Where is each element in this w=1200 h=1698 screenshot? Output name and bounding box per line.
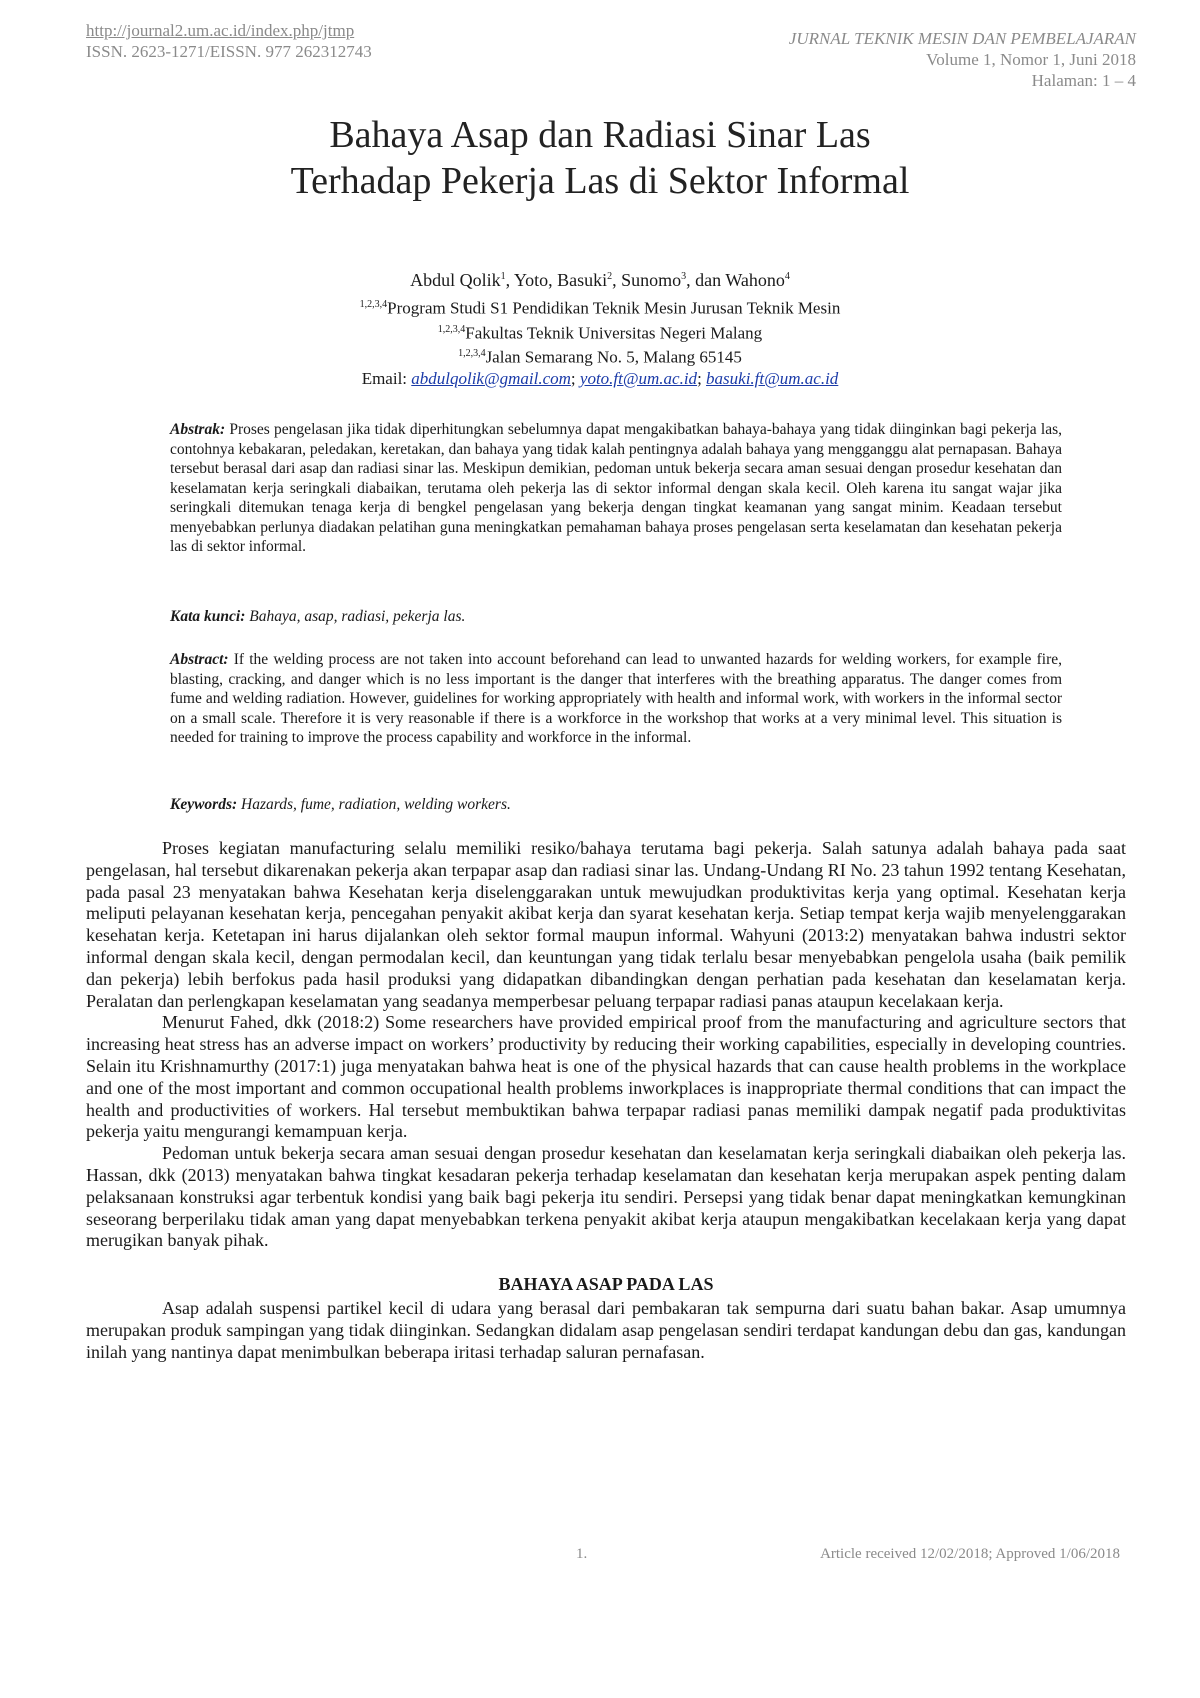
- email-separator-2: ;: [697, 368, 707, 388]
- title-line-2: Terhadap Pekerja Las di Sektor Informal: [290, 160, 910, 202]
- abstract-text: If the welding process are not taken into account beforehand can lead to unwanted hazards for welding workers, for example fire, blasting, cracking, and danger which is no less important is the danger that interferes with the breathing apparatus. The danger comes from fume and welding radiation. However, guidelines for working appropriately with health and informal work, with workers in the informal sector on a small scale. Therefore it is very reasonable if there is a workforce in the workshop that works at a very minimal level. This situation is needed for training to improve the process capability and workforce in the informal.: [170, 651, 1062, 746]
- body-text: [86, 838, 1126, 1363]
- kata-kunci-section: [170, 607, 1062, 627]
- keywords-section: [170, 795, 1062, 815]
- paper-title: [0, 112, 1200, 204]
- issn-text: ISSN. 2623-1271/EISSN. 977 262312743: [86, 42, 372, 61]
- abstract-label: Abstract:: [170, 651, 229, 668]
- email-separator-1: ;: [570, 368, 580, 388]
- header-right: [789, 28, 1136, 91]
- affiliation-1: [0, 294, 1200, 319]
- body-paragraph-4: Asap adalah suspensi partikel kecil di udara yang berasal dari pembakaran tak sempurna dari suatu bahan bakar. Asap umumnya merupakan produk sampingan yang tidak diinginkan. Sedangkan didalam asap pengelasan sendiri terdapat kandungan debu dan gas, kandungan inilah yang nantinya dapat menimbulkan beberapa iritasi terhadap saluran pernafasan.: [86, 1297, 1126, 1362]
- abstrak-section: [170, 420, 1062, 557]
- author-1: Abdul Qolik: [410, 270, 501, 290]
- keywords-text: Hazards, fume, radiation, welding workers.: [237, 796, 511, 813]
- page-number: 1.: [576, 1546, 588, 1562]
- kata-kunci-label: Kata kunci:: [170, 608, 246, 625]
- author-2-sup: 2: [607, 271, 613, 282]
- email-label: Email:: [361, 368, 412, 388]
- author-1-sup: 1: [500, 271, 506, 282]
- affiliation-1-text: Program Studi S1 Pendidikan Teknik Mesin Jurusan Teknik Mesin: [387, 298, 841, 318]
- body-paragraph-1: Proses kegiatan manufacturing selalu memiliki resiko/bahaya terutama bagi pekerja. Salah satunya adalah bahaya pada saat pengelasan, hal tersebut dikarenakan pekerja akan terpapar asap dan radiasi sinar las. Undang-Undang RI No. 23 tahun 1992 tentang Kesehatan, pada pasal 23 menyatakan bahwa Kesehatan kerja diselenggarakan untuk mewujudkan produktivitas kerja yang optimal. Kesehatan kerja meliputi pelayanan kesehatan kerja, pencegahan penyakit akibat kerja dan syarat kesehatan kerja. Setiap tempat kerja wajib menyelenggarakan kesehatan kerja. Ketetapan ini harus dijalankan oleh sektor formal maupun informal. Wahyuni (2013:2) menyatakan bahwa industri sektor informal dengan skala kecil, dengan permodalan kecil, dan keuntungan yang tidak terlalu besar menyebabkan pengelola usaha (baik pemilik dan pekerja) lebih berfokus pada hasil produksi yang didapatkan dibandingkan dengan perhatian pada kesehatan dan keselamatan kerja. Peralatan dan perlengkapan keselamatan yang seadanya memperbesar peluang terpapar radiasi panas ataupun kecelakaan kerja.: [86, 838, 1126, 1011]
- body-paragraph-3: Pedoman untuk bekerja secara aman sesuai dengan prosedur kesehatan dan keselamatan kerja seringkali diabaikan oleh pekerja las. Hassan, dkk (2013) menyatakan bahwa tingkat kesadaran pekerja terhadap keselamatan dan kesehatan kerja merupakan aspek penting dalam pelaksanaan konstruksi agar terbentuk kondisi yang baik bagi pekerja itu sendiri. Persepsi yang tidak benar dapat meningkatkan kemungkinan seseorang berperilaku tidak aman yang dapat menyebabkan terkena penyakit akibat kerja ataupun mengakibatkan kecelakaan kerja yang dapat merugikan banyak pihak.: [86, 1143, 1126, 1251]
- author-4-sup: 4: [784, 271, 790, 282]
- author-4: , dan Wahono: [686, 270, 785, 290]
- journal-name: JURNAL TEKNIK MESIN DAN PEMBELAJARAN: [788, 29, 1136, 48]
- author-3-sup: 3: [681, 271, 687, 282]
- abstrak-text: Proses pengelasan jika tidak diperhitungkan sebelumnya dapat mengakibatkan bahaya-bahaya yang tidak diinginkan bagi pekerja las, contohnya kebakaran, peledakan, keretakan, dan bahaya yang tidak kalah pentingnya adalah bahaya yang mengganggu alat pernapasan. Bahaya tersebut berasal dari asap dan radiasi sinar las. Meskipun demikian, pedoman untuk bekerja secara aman sesuai dengan prosedur kesehatan dan keselamatan kerja seringkali diabaikan, terutama oleh pekerja las di sektor informal dengan skala kecil. Oleh karena itu sangat wajar jika seringkali ditemukan tenaga kerja di bengkel pengelasan yang bekerja dengan tingkat keamanan yang sangat minim. Keadaan tersebut menyebabkan perlunya diadakan pelatihan guna meningkatkan pemahaman bahaya proses pengelasan serta keselamatan dan kesehatan pekerja las di sektor informal.: [170, 421, 1062, 555]
- journal-url-link[interactable]: http://journal2.um.ac.id/index.php/jtmp: [86, 21, 355, 40]
- section-heading: BAHAYA ASAP PADA LAS: [498, 1274, 714, 1295]
- affiliation-2-sup: 1,2,3,4: [437, 323, 466, 335]
- article-received-info: Article received 12/02/2018; Approved 1/06/2018: [820, 1546, 1120, 1562]
- abstract-section: [170, 650, 1062, 748]
- volume-info: Volume 1, Nomor 1, Juni 2018: [926, 50, 1136, 69]
- kata-kunci-text: Bahaya, asap, radiasi, pekerja las.: [245, 608, 466, 625]
- email-line: [0, 368, 1200, 389]
- author-3: , Sunomo: [612, 270, 682, 290]
- email-link-1[interactable]: abdulqolik@gmail.com: [411, 368, 571, 388]
- affiliation-1-sup: 1,2,3,4: [359, 299, 388, 310]
- page-range: Halaman: 1 – 4: [1031, 71, 1136, 90]
- email-link-2[interactable]: yoto.ft@um.ac.id: [579, 368, 698, 388]
- abstrak-label: Abstrak:: [170, 421, 226, 438]
- affiliation-3-sup: 1,2,3,4: [458, 348, 486, 360]
- author-block: [0, 266, 1200, 389]
- author-2: , Yoto, Basuki: [505, 270, 608, 290]
- email-link-3[interactable]: basuki.ft@um.ac.id: [706, 368, 839, 388]
- affiliation-2-text: Fakultas Teknik Universitas Negeri Malang: [465, 323, 763, 343]
- affiliation-2: [0, 319, 1200, 344]
- author-names: [0, 266, 1200, 291]
- header-left: [86, 20, 372, 62]
- body-paragraph-2: Menurut Fahed, dkk (2018:2) Some researchers have provided empirical proof from the manufacturing and agriculture sectors that increasing heat stress has an adverse impact on workers’ productivity by reducing their working capabilities, especially in developing countries. Selain itu Krishnamurthy (2017:1) juga menyatakan bahwa heat is one of the physical hazards that can cause health problems in the workplace and one of the most important and common occupational health problems inworkplaces is inappropriate thermal conditions that can impact the health and productivities of workers. Hal tersebut membuktikan bahwa terpapar radiasi panas memiliki dampak negatif pada produktivitas pekerja yaitu mengurangi kemampuan kerja.: [86, 1012, 1126, 1142]
- affiliation-3-text: Jalan Semarang No. 5, Malang 65145: [485, 347, 742, 367]
- keywords-label: Keywords:: [170, 796, 238, 813]
- title-line-1: Bahaya Asap dan Radiasi Sinar Las: [329, 114, 871, 156]
- affiliation-3: [0, 343, 1200, 368]
